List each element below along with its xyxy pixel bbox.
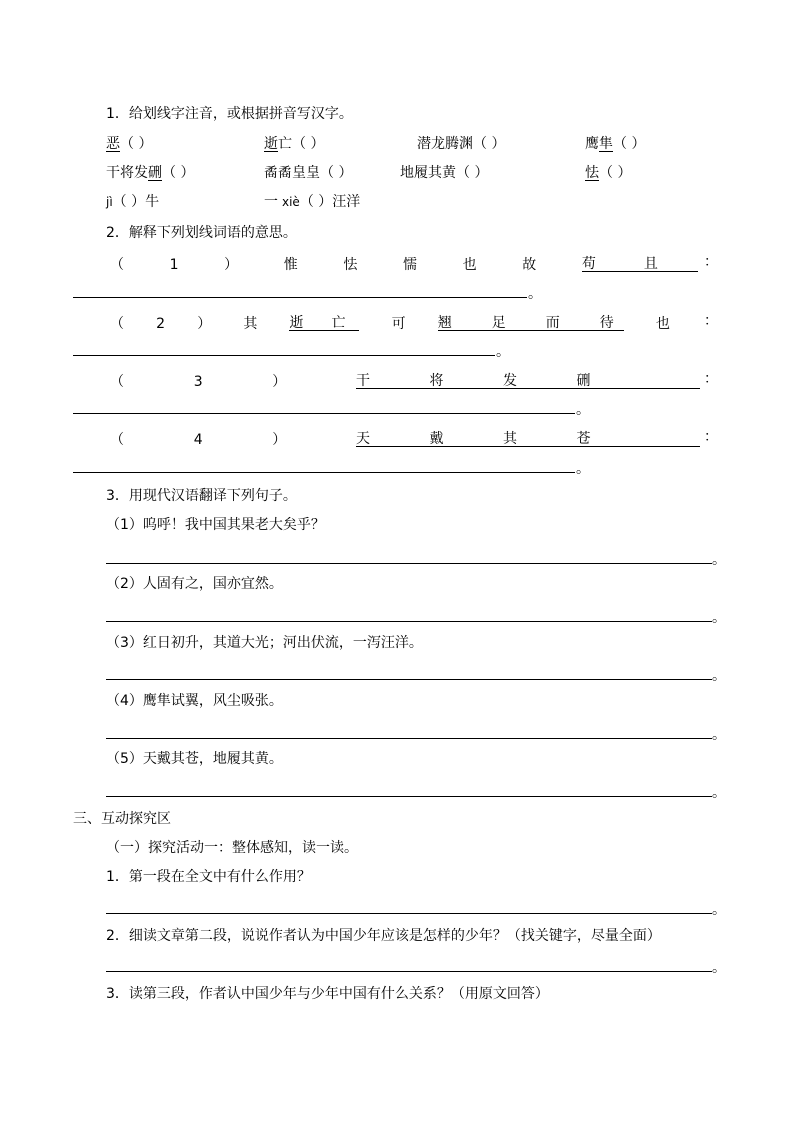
q3-sentence-3: （3）红日初升，其道大光；河出伏流，一泻汪洋。 bbox=[106, 635, 423, 651]
s3-question-3: 3．读第三段，作者认中国少年与少年中国有什么关系？（用原文回答） bbox=[106, 986, 549, 1002]
q1-heading: 1．给划线字注音，或根据拼音写汉字。 bbox=[106, 106, 353, 122]
q2-term-ganjiangfaxing: 干 将 发 硎 bbox=[356, 374, 700, 389]
q3-sentence-4: （4）鹰隼试翼，风尘吸张。 bbox=[106, 693, 283, 709]
q1-item-dilv: 地履其黄（ ） bbox=[400, 165, 489, 181]
q2-answer-line-4[interactable] bbox=[73, 472, 575, 473]
s3-answer-line-1[interactable] bbox=[106, 913, 712, 914]
q1-item-yuyu: 矞矞皇皇（ ） bbox=[264, 165, 353, 181]
q3-answer-line-3[interactable] bbox=[106, 679, 712, 680]
q1-item-qianlong: 潜龙腾渊（ ） bbox=[417, 136, 506, 152]
q2-term-tiandaiqicang: 天 戴 其 苍 bbox=[356, 432, 700, 447]
q1-item-xiewangyang: 一 xiè（ ）汪洋 bbox=[264, 194, 361, 210]
q1-item-yingsun: 鹰隼（ ） bbox=[585, 136, 646, 152]
q3-sentence-1: （1）呜呼！我中国其果老大矣乎？ bbox=[106, 517, 325, 533]
q2-answer-line-3[interactable] bbox=[73, 413, 575, 414]
q2-item-4: （ 4 ） 天 戴 其 苍 bbox=[110, 429, 700, 447]
q2-item-3: （ 3 ） 干 将 发 硎 bbox=[110, 371, 700, 389]
q3-answer-line-2[interactable] bbox=[106, 621, 712, 622]
q3-heading: 3．用现代汉语翻译下列句子。 bbox=[106, 488, 297, 504]
q1-item-shiwang: 逝亡（ ） bbox=[264, 136, 325, 152]
q3-sentence-2: （2）人固有之，国亦宜然。 bbox=[106, 576, 283, 592]
q1-item-faxing: 干将发硎（ ） bbox=[106, 165, 195, 181]
q2-answer-line-2[interactable] bbox=[73, 355, 495, 356]
q2-item-1: （ 1 ） 惟 怯 懦 也 故 苟 且 bbox=[110, 254, 698, 272]
q3-sentence-5: （5）天戴其苍，地履其黄。 bbox=[106, 751, 283, 767]
q2-answer-line-1[interactable] bbox=[73, 297, 527, 298]
q2-item-2: （ 2 ） 其 逝 亡 可 翘 足 而 待 也 bbox=[110, 315, 670, 332]
q3-answer-line-5[interactable] bbox=[106, 796, 712, 797]
q2-term-qiaozu: 翘 足 而 待 bbox=[438, 316, 624, 331]
s3-answer-line-2[interactable] bbox=[106, 971, 712, 972]
q1-item-jiniu: jì（ ）牛 bbox=[106, 194, 160, 210]
q3-answer-line-1[interactable] bbox=[106, 563, 712, 564]
q3-answer-line-4[interactable] bbox=[106, 738, 712, 739]
s3-question-2: 2．细读文章第二段，说说作者认为中国少年应该是怎样的少年？（找关键字，尽量全面） bbox=[106, 928, 661, 944]
q1-item-qie: 怯（ ） bbox=[585, 165, 632, 181]
q1-item-e: 恶（ ） bbox=[106, 136, 153, 152]
s3-question-1: 1．第一段在全文中有什么作用？ bbox=[106, 869, 311, 885]
section3-heading: 三、互动探究区 bbox=[73, 811, 171, 827]
q2-term-gouqie: 苟 且 bbox=[582, 257, 698, 272]
q2-term-shiwang: 逝 亡 bbox=[289, 316, 359, 331]
activity-1-heading: （一）探究活动一：整体感知，读一读。 bbox=[106, 840, 358, 856]
q2-heading: 2．解释下列划线词语的意思。 bbox=[106, 225, 297, 241]
